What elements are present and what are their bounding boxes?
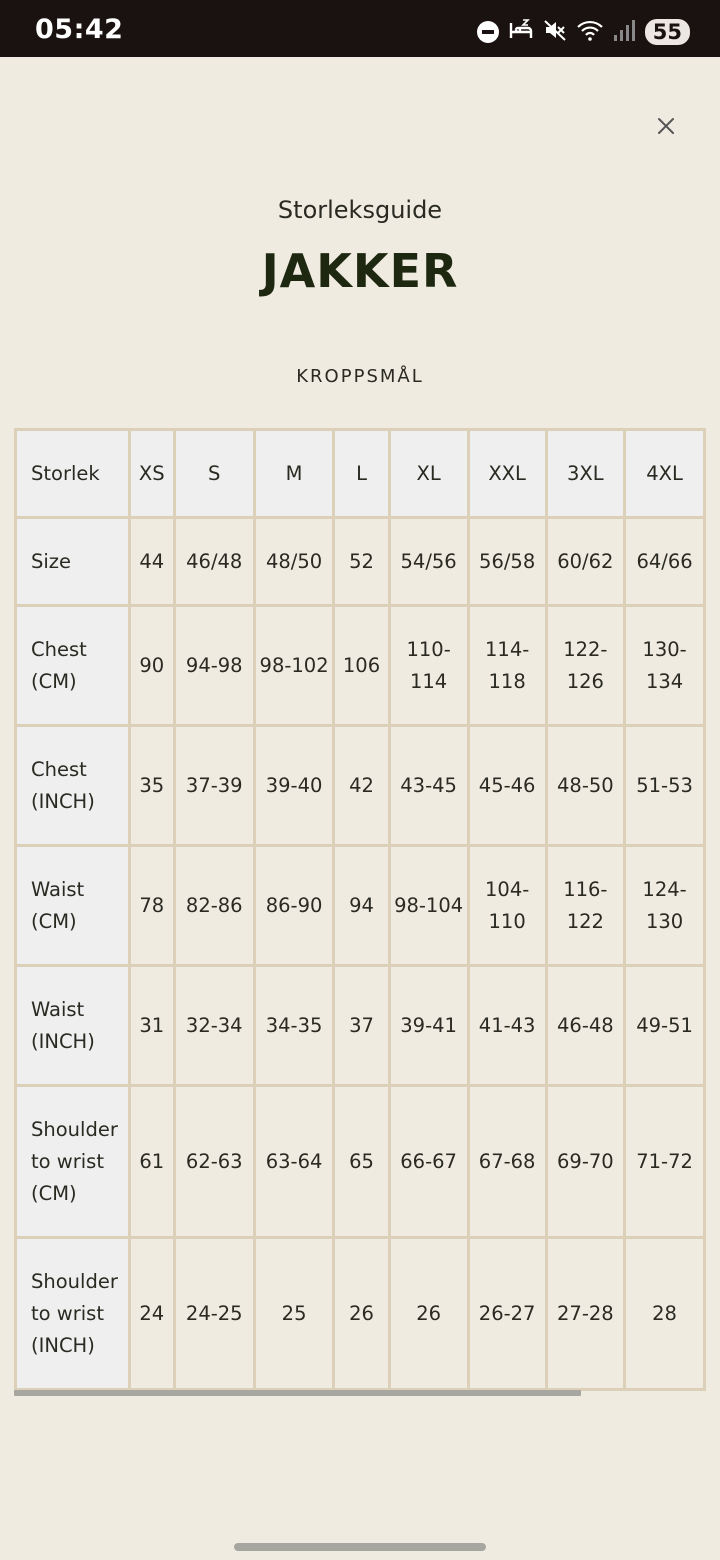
table-row-label: Shoulder to wrist (CM): [17, 1087, 131, 1239]
table-row: [17, 1087, 706, 1239]
modal-subtitle: Storleksguide: [277, 196, 443, 224]
section-label: KROPPSMÅL: [296, 366, 424, 387]
table-cell: 48-50: [548, 727, 627, 847]
table-cell: 106: [335, 607, 390, 727]
close-icon: [650, 110, 682, 142]
table-cell: 61: [131, 1087, 176, 1239]
table-cell: 63-64: [256, 1087, 336, 1239]
close-button[interactable]: [650, 110, 682, 142]
table-cell: 37: [335, 967, 390, 1087]
table-cell: 86-90: [256, 847, 336, 967]
table-cell: 78: [131, 847, 176, 967]
size-table-scroll-area[interactable]: [14, 428, 706, 1396]
table-cell: 35: [131, 727, 176, 847]
battery-indicator: 55: [645, 19, 690, 45]
home-indicator[interactable]: [234, 1543, 486, 1551]
table-cell: 44: [131, 519, 176, 607]
table-cell: 46-48: [548, 967, 627, 1087]
page-title: JAKKER: [261, 244, 459, 298]
mute-icon: [543, 18, 567, 46]
size-table: [14, 428, 706, 1391]
table-cell: 64/66: [626, 519, 706, 607]
size-header-cell: XL: [391, 431, 470, 519]
table-row-label: Size: [17, 519, 131, 607]
table-cell: 26: [335, 1239, 390, 1391]
table-cell: 24: [131, 1239, 176, 1391]
status-bar: [0, 0, 720, 57]
table-row-label: Chest (INCH): [17, 727, 131, 847]
table-cell: 98-104: [391, 847, 470, 967]
table-cell: 82-86: [176, 847, 256, 967]
size-header-cell: 3XL: [548, 431, 627, 519]
table-cell: 116-122: [548, 847, 627, 967]
table-cell: 110-114: [391, 607, 470, 727]
table-cell: 66-67: [391, 1087, 470, 1239]
table-row: [17, 607, 706, 727]
table-cell: 45-46: [470, 727, 548, 847]
size-header-cell: L: [335, 431, 390, 519]
table-cell: 51-53: [626, 727, 706, 847]
size-header-cell: 4XL: [626, 431, 706, 519]
table-cell: 25: [256, 1239, 336, 1391]
table-cell: 24-25: [176, 1239, 256, 1391]
table-cell: 41-43: [470, 967, 548, 1087]
table-cell: 130-134: [626, 607, 706, 727]
table-cell: 49-51: [626, 967, 706, 1087]
size-header-cell: XS: [131, 431, 176, 519]
table-cell: 94: [335, 847, 390, 967]
table-cell: 32-34: [176, 967, 256, 1087]
table-cell: 94-98: [176, 607, 256, 727]
table-cell: 71-72: [626, 1087, 706, 1239]
table-cell: 48/50: [256, 519, 336, 607]
table-row: [17, 727, 706, 847]
table-cell: 26: [391, 1239, 470, 1391]
table-cell: 62-63: [176, 1087, 256, 1239]
size-header-cell: XXL: [470, 431, 548, 519]
table-cell: 42: [335, 727, 390, 847]
table-cell: 67-68: [470, 1087, 548, 1239]
table-cell: 37-39: [176, 727, 256, 847]
table-cell: 28: [626, 1239, 706, 1391]
table-cell: 39-40: [256, 727, 336, 847]
size-header-cell: S: [176, 431, 256, 519]
table-cell: 54/56: [391, 519, 470, 607]
table-cell: 65: [335, 1087, 390, 1239]
table-cell: 46/48: [176, 519, 256, 607]
table-cell: 52: [335, 519, 390, 607]
table-row: [17, 519, 706, 607]
table-cell: 122-126: [548, 607, 627, 727]
table-cell: 60/62: [548, 519, 627, 607]
status-icons: [467, 17, 690, 47]
table-row-label: Waist (INCH): [17, 967, 131, 1087]
table-cell: 90: [131, 607, 176, 727]
sleep-mode-icon: [509, 18, 533, 46]
table-cell: 31: [131, 967, 176, 1087]
status-time: 05:42: [35, 14, 124, 45]
table-header-row: [17, 431, 706, 519]
table-cell: 39-41: [391, 967, 470, 1087]
size-header-cell: M: [256, 431, 336, 519]
table-cell: 56/58: [470, 519, 548, 607]
table-row: [17, 1239, 706, 1391]
table-cell: 124-130: [626, 847, 706, 967]
table-row: [17, 967, 706, 1087]
do-not-disturb-icon: [477, 21, 499, 43]
wifi-icon: [577, 18, 603, 46]
table-cell: 34-35: [256, 967, 336, 1087]
table-cell: 98-102: [256, 607, 336, 727]
table-cell: 104-110: [470, 847, 548, 967]
table-row-label: Waist (CM): [17, 847, 131, 967]
table-cell: 27-28: [548, 1239, 627, 1391]
table-row-label: Shoulder to wrist (INCH): [17, 1239, 131, 1391]
signal-icon: [613, 18, 635, 46]
table-cell: 26-27: [470, 1239, 548, 1391]
table-cell: 114-118: [470, 607, 548, 727]
horizontal-scrollbar[interactable]: [14, 1390, 581, 1396]
table-cell: 69-70: [548, 1087, 627, 1239]
table-header-label: Storlek: [17, 431, 131, 519]
table-row: [17, 847, 706, 967]
table-cell: 43-45: [391, 727, 470, 847]
table-row-label: Chest (CM): [17, 607, 131, 727]
